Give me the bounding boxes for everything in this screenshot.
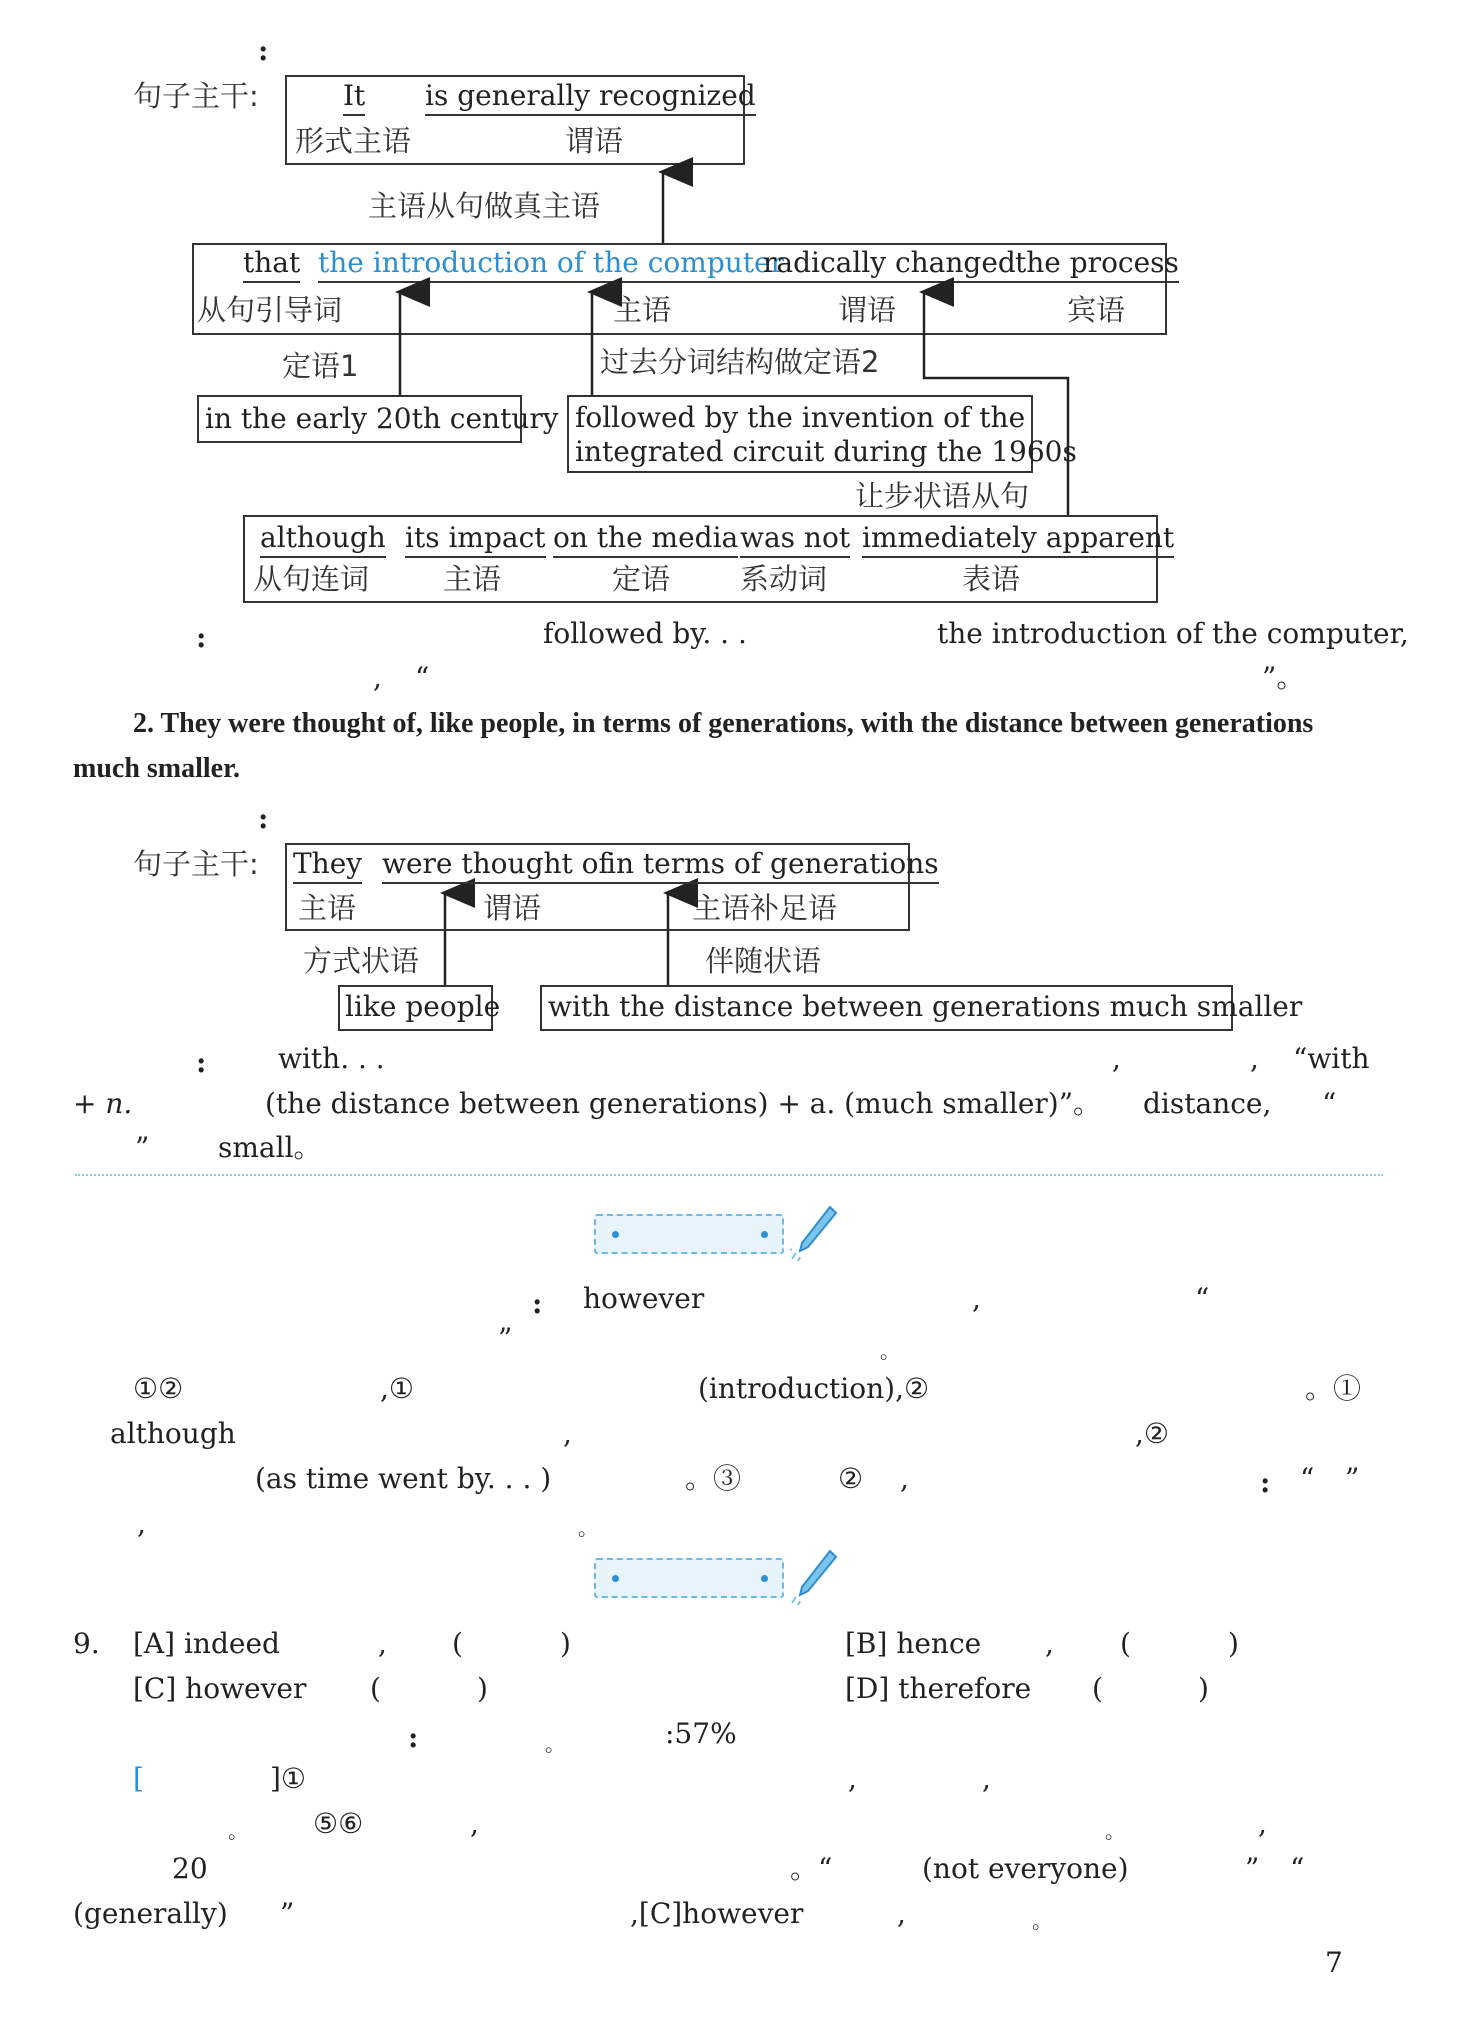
note1-open-quote: “ [415, 661, 430, 694]
manner-label: 方式状语 [303, 944, 420, 978]
clause-word-predicate: radically changed [763, 247, 1016, 283]
q9-b-comma: , [1045, 1627, 1054, 1660]
note2-with: with. . . [278, 1042, 385, 1075]
note2-close-quote: ” [135, 1131, 150, 1164]
accompaniment-label: 伴随状语 [705, 944, 822, 978]
s1-colon-2: : [1260, 1466, 1271, 1499]
q9-b-close: ) [1228, 1627, 1239, 1660]
manner-text: like people [345, 990, 501, 1023]
clause-word-subject: the introduction of the computer [318, 247, 784, 283]
q9-accuracy-rate: :57% [665, 1717, 737, 1750]
attr2-label: 过去分词结构做定语2 [600, 345, 880, 379]
d2-word-predicate: were thought of [382, 848, 609, 884]
d2-label-predicate: 谓语 [483, 891, 542, 925]
q9-d-open: ( [1092, 1672, 1103, 1705]
q9-option-b: [B] hence [845, 1627, 982, 1660]
attr2-line1: followed by the invention of the [575, 401, 1026, 434]
conc-label-predicative: 表语 [962, 562, 1021, 596]
note1-introduction: the introduction of the computer, [937, 617, 1409, 650]
q9-s3-comma-2: , [1258, 1807, 1267, 1840]
main-clause-label-2: 句子主干: [133, 847, 259, 881]
clause-label-subject: 主语 [613, 293, 672, 327]
clause-label-introducer: 从句引导词 [197, 293, 343, 327]
q9-s2-comma-1: , [848, 1762, 857, 1795]
s1-however: however [583, 1282, 705, 1315]
clause-word-that: that [243, 247, 300, 283]
note2-structure: (the distance between generations) + a. (much smaller)”。 [265, 1087, 1102, 1120]
colon-marker-2: : [258, 802, 269, 835]
accompaniment-text: with the distance between generations much smaller [548, 990, 1303, 1023]
q9-option-d: [D] therefore [845, 1672, 1032, 1705]
q9-a-close: ) [560, 1627, 571, 1660]
d2-label-complement: 主语补足语 [692, 891, 838, 925]
q9-twenty: 20 [172, 1852, 208, 1885]
s1-period: 。 [880, 1339, 900, 1363]
d2-word-complement: in terms of generations [607, 848, 939, 884]
conc-label-conj: 从句连词 [253, 562, 370, 596]
q9-bracket-open: [ [133, 1762, 144, 1795]
q9-s2-comma-2: , [982, 1762, 991, 1795]
note2-distance: distance, [1143, 1087, 1272, 1120]
attr1-label: 定语1 [282, 349, 359, 383]
conc-word-predicative: immediately apparent [862, 522, 1174, 558]
clause-word-object: the process [1015, 247, 1179, 283]
note2-open-quote: “ [1322, 1087, 1337, 1120]
note1-close-quote: ”。 [1262, 661, 1305, 694]
conc-word-subject: its impact [405, 522, 546, 558]
tag-dot-right [761, 1231, 768, 1238]
s1-circled-2a: ,② [1135, 1417, 1170, 1450]
q9-s3-comma: , [470, 1807, 479, 1840]
tag-dot-left [612, 1231, 619, 1238]
main-label-formal-subject: 形式主语 [295, 124, 412, 158]
q9-s4-open-quote: “ [1290, 1852, 1305, 1885]
conc-label-linking: 系动词 [740, 562, 828, 596]
main-word-it: It [343, 80, 365, 116]
q9-generally: (generally) [73, 1897, 228, 1930]
q9-s5-close-quote: ” [280, 1897, 295, 1930]
pen-icon-2 [790, 1547, 840, 1607]
conc-word-linking: was not [740, 522, 850, 558]
q9-b-open: ( [1120, 1627, 1131, 1660]
s1-close-quote: ” [498, 1322, 513, 1355]
section-tag-2 [594, 1558, 784, 1598]
main-label-predicate: 谓语 [565, 124, 624, 158]
section-tag-1 [594, 1214, 784, 1254]
note2-colon: : [196, 1046, 207, 1079]
sentence2-line1: 2. They were thought of, like people, in terms of generations, with the distance between generations [133, 708, 1314, 739]
s1-circled-12: ①② [133, 1372, 184, 1405]
section-divider [75, 1174, 1383, 1176]
s1-comma: , [972, 1282, 981, 1315]
q9-a-comma: , [378, 1627, 387, 1660]
pen-icon [790, 1203, 840, 1263]
s1-comma-3: , [900, 1462, 909, 1495]
q9-s3-period-2: 。 [1105, 1819, 1125, 1843]
q9-s5-period: 。 [1032, 1909, 1052, 1933]
s1-close-quote-2: ” [1345, 1462, 1360, 1495]
s1-as-time: (as time went by. . . ) [255, 1462, 552, 1495]
q9-option-a: [A] indeed [133, 1627, 280, 1660]
q9-s4-quote: 。“ [790, 1852, 833, 1885]
s1-period-2: 。 [578, 1516, 598, 1540]
attr1-text: in the early 20th century [205, 402, 559, 435]
q9-c-open: ( [370, 1672, 381, 1705]
q9-answer-c: ,[C]however [630, 1897, 804, 1930]
q9-s4-close-quote: ” [1245, 1852, 1260, 1885]
arrow-label-subject-clause: 主语从句做真主语 [368, 189, 601, 223]
q9-s1-period: 。 [545, 1732, 565, 1756]
s1-colon: : [532, 1287, 543, 1320]
page-number: 7 [1325, 1946, 1343, 1979]
note1-comma: , [373, 661, 382, 694]
note2-plus-n: + n. [73, 1087, 133, 1120]
s1-comma-4: , [137, 1507, 146, 1540]
q9-bracket-close: ]① [270, 1762, 307, 1795]
conc-label-attribute: 定语 [612, 562, 671, 596]
tag-dot-left-2 [612, 1575, 619, 1582]
q9-s5-comma: , [897, 1897, 906, 1930]
s1-introduction: (introduction),② [698, 1372, 930, 1405]
s1-comma-2: , [563, 1417, 572, 1450]
q9-circled-56: ⑤⑥ [313, 1807, 364, 1840]
q9-s3-period: 。 [228, 1819, 248, 1843]
s1-circled-1b: 。① [1305, 1372, 1362, 1405]
d2-label-subject: 主语 [298, 891, 357, 925]
q9-c-close: ) [477, 1672, 488, 1705]
q9-number: 9. [73, 1627, 100, 1660]
s1-open-quote-2: “ [1300, 1462, 1315, 1495]
concession-label: 让步状语从句 [855, 479, 1030, 513]
s1-circled-2b: ② [838, 1462, 864, 1495]
conc-word-although: although [260, 522, 386, 558]
sentence2-line2: much smaller. [73, 753, 240, 784]
main-clause-label: 句子主干: [133, 79, 259, 113]
note2-with-quote: “with [1293, 1042, 1370, 1075]
s1-circled-1a: ,① [380, 1372, 415, 1405]
q9-a-open: ( [452, 1627, 463, 1660]
conc-word-attribute: on the media [553, 522, 738, 558]
s1-although: although [110, 1417, 236, 1450]
q9-s1-colon: : [408, 1721, 419, 1754]
main-word-predicate: is generally recognized [425, 80, 756, 116]
note2-comma-2: , [1250, 1042, 1259, 1075]
clause-label-object: 宾语 [1067, 293, 1126, 327]
conc-label-subject: 主语 [443, 562, 502, 596]
clause-label-predicate: 谓语 [838, 293, 897, 327]
d2-word-they: They [293, 848, 362, 884]
colon-marker: : [258, 34, 269, 67]
s1-open-quote: “ [1195, 1282, 1210, 1315]
tag-dot-right-2 [761, 1575, 768, 1582]
q9-not-everyone: (not everyone) [922, 1852, 1129, 1885]
q9-d-close: ) [1198, 1672, 1209, 1705]
note2-comma-1: , [1112, 1042, 1121, 1075]
attr2-line2: integrated circuit during the 1960s [575, 435, 1077, 468]
s1-circled-3: 。③ [685, 1462, 742, 1495]
note2-small: small。 [218, 1131, 322, 1164]
note1-followed-by: followed by. . . [543, 617, 747, 650]
note1-colon: : [196, 621, 207, 654]
q9-option-c: [C] however [133, 1672, 307, 1705]
